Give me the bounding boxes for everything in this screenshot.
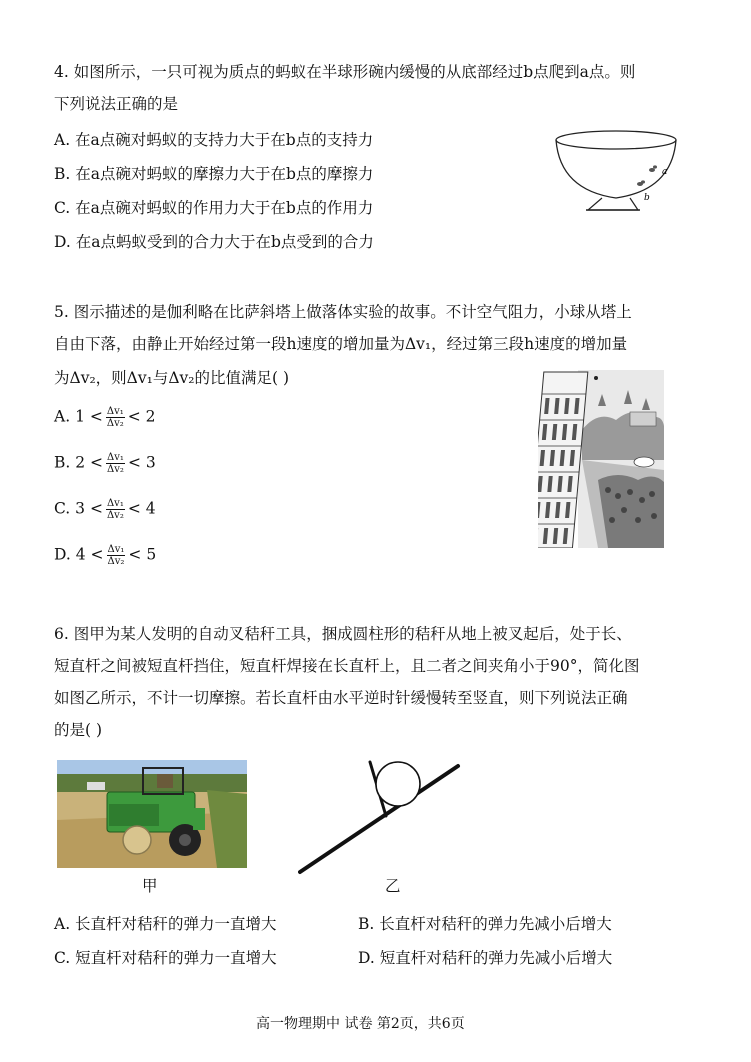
- q4-option-a: A. 在a点碗对蚂蚁的支持力大于在b点的支持力: [54, 131, 374, 149]
- q5-option-c: C. 3 < $\frac{\text{Δv₁}}{\text{Δv₂}}$ < 4: [54, 498, 156, 521]
- caption-yi: 乙: [385, 877, 401, 895]
- q6-option-a: A. 长直杆对秸秆的弹力一直增大: [54, 915, 277, 933]
- straw-baler-photo: [57, 760, 247, 868]
- q6-option-c: C. 短直杆对秸秆的弹力一直增大: [54, 949, 277, 967]
- q5-option-d: D. 4 < $\frac{\text{Δv₁}}{\text{Δv₂}}$ < 5: [54, 544, 157, 567]
- ant-icon: [637, 165, 657, 186]
- q4-stem-line2: 下列说法正确的是: [54, 95, 179, 113]
- point-a-label: a: [662, 167, 668, 177]
- hemisphere-bowl-figure: [552, 128, 682, 216]
- pisa-tower-illustration: [538, 370, 664, 548]
- straw-cylinder: [376, 762, 420, 806]
- rod-cylinder-diagram: [298, 756, 468, 876]
- point-b-label: b: [644, 193, 650, 203]
- q6-option-d: D. 短直杆对秸秆的弹力先减小后增大: [358, 949, 613, 967]
- q4-option-d: D. 在a点蚂蚁受到的合力大于在b点受到的合力: [54, 233, 374, 251]
- q6-stem-line3: 如图乙所示，不计一切摩擦。若长直杆由水平逆时针缓慢转至竖直，则下列说法正确: [54, 689, 628, 707]
- q4-stem-line1: 4. 如图所示，一只可视为质点的蚂蚁在半球形碗内缓慢的从底部经过b点爬到a点。则: [54, 63, 636, 81]
- q5-stem-line1: 5. 图示描述的是伽利略在比萨斜塔上做落体实验的故事。不计空气阻力，小球从塔上: [54, 303, 632, 321]
- caption-jia: 甲: [142, 877, 158, 895]
- page-footer: 高一物理期中 试卷 第2页，共6页: [256, 1016, 465, 1032]
- q4-option-b: B. 在a点碗对蚂蚁的摩擦力大于在b点的摩擦力: [54, 165, 374, 183]
- q6-stem-line4: 的是( ): [54, 721, 103, 739]
- q5-option-a: A. 1 < $\frac{\text{Δv₁}}{\text{Δv₂}}$ < 2: [54, 406, 156, 429]
- q6-option-b: B. 长直杆对秸秆的弹力先减小后增大: [358, 915, 612, 933]
- q6-stem-line2: 短直杆之间被短直杆挡住，短直杆焊接在长直杆上，且二者之间夹角小于90°，简化图: [54, 657, 640, 675]
- q5-stem-line2: 自由下落，由静止开始经过第一段h速度的增加量为Δv₁，经过第三段h速度的增加量: [54, 335, 628, 353]
- q5-stem-line3: 为Δv₂，则Δv₁与Δv₂的比值满足( ): [54, 369, 290, 387]
- q4-option-c: C. 在a点碗对蚂蚁的作用力大于在b点的作用力: [54, 199, 374, 217]
- q6-stem-line1: 6. 图甲为某人发明的自动叉秸秆工具，捆成圆柱形的秸秆从地上被叉起后，处于长、: [54, 625, 632, 643]
- q5-option-b: B. 2 < $\frac{\text{Δv₁}}{\text{Δv₂}}$ < 3: [54, 452, 156, 475]
